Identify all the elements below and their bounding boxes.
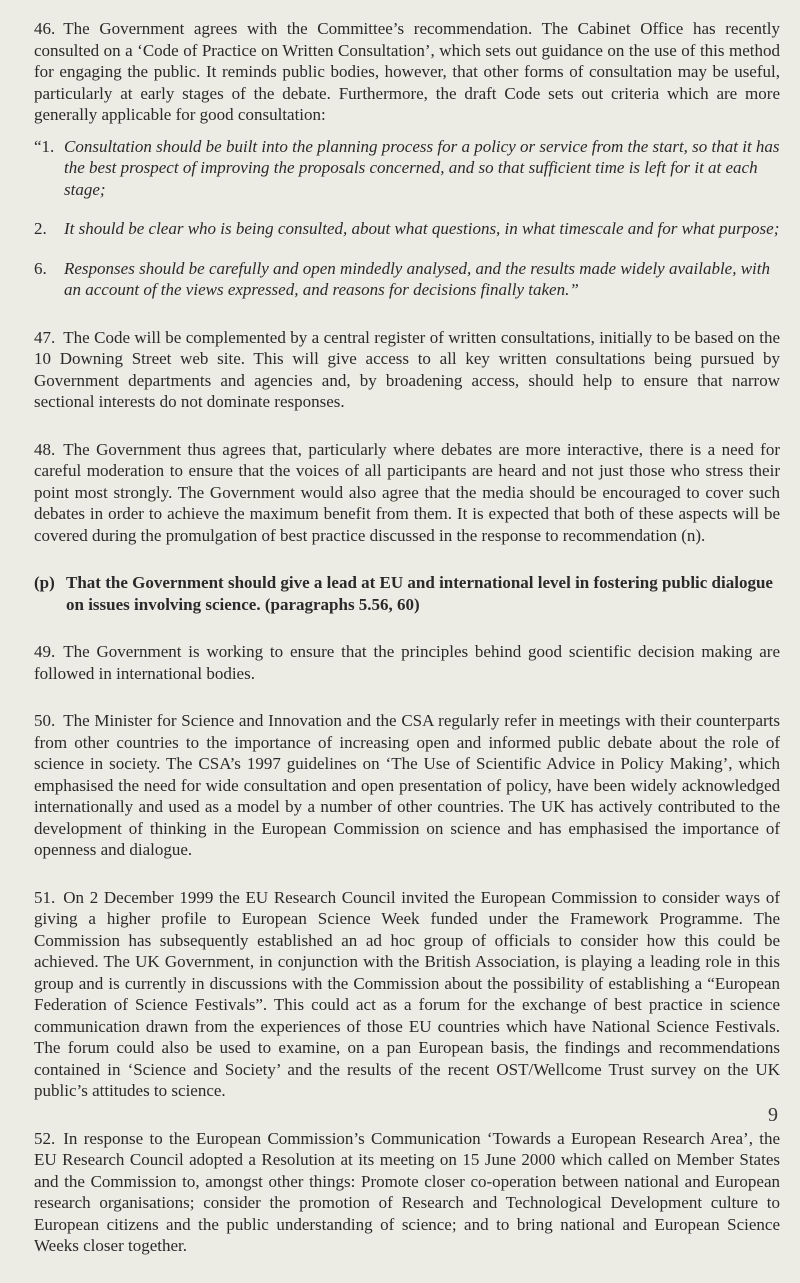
paragraph-text: The Government agrees with the Committee’s recommendation. The Cabinet Office has recently consulted on a ‘Code of Practice on Written Consultation’, which sets out guidance on the use of this method for engaging the public. It reminds public bodies, however, that other forms of consultation may be useful, particularly at early stages of the debate. Furthermore, the draft Code sets out criteria which are more generally applicable for good consultation:	[34, 19, 780, 124]
recommendation-text: That the Government should give a lead at EU and international level in fostering public dialogue on issues involving science. (paragraphs 5.56, 60)	[66, 573, 773, 614]
paragraph-text: In response to the European Commission’s Communication ‘Towards a European Research Area’, the EU Research Council adopted a Resolution at its meeting on 15 June 2000 which called on Member States and the Commission to, amongst other things: Promote closer co-operation between national and European research organisations; consider the promotion of Research and Technological Development culture to European citizens and the public understanding of science; and to bring national and European Science Weeks closer together.	[34, 1128, 780, 1255]
paragraph-text: The Code will be complemented by a central register of written consultations, initially to be based on the 10 Downing Street web site. This will give access to all key written consultations being pursued by Government departments and agencies and, by broadening access, should help to ensure that narrow sectional interests do not dominate responses.	[34, 327, 780, 411]
criteria-item-6	[34, 258, 780, 301]
paragraph-48	[34, 439, 780, 547]
criteria-text: Responses should be carefully and open mindedly analysed, and the results made widely available, with an account of the views expressed, and reasons for decisions finally taken.”	[64, 258, 771, 299]
criteria-text: It should be clear who is being consulted, about what questions, in what timescale and for what purpose;	[64, 219, 780, 238]
paragraph-text: On 2 December 1999 the EU Research Council invited the European Commission to consider ways of giving a higher profile to European Science Week funded under the Framework Programme. The Commission has subsequently established an ad hoc group of officials to consider how this could be achieved. The UK Government, in conjunction with the British Association, is playing a leading role in this group and is currently in discussions with the Commission about the possibility of establishing a “European Federation of Science Festivals”. This could act as a forum for the exchange of best practice in science communication drawn from the experiences of those EU countries which have National Science Festivals. The forum could also be used to examine, on a pan European basis, the findings and recommendations contained in ‘Science and Society’ and the results of the recent OST/Wellcome Trust survey on the UK public’s attitudes to science.	[34, 887, 780, 1100]
paragraph-number: 47.	[34, 327, 56, 347]
paragraph-number: 49.	[34, 642, 56, 661]
paragraph-text: The Government thus agrees that, particularly where debates are more interactive, there is a need for careful moderation to ensure that the voices of all participants are heard and not just those who stress their point most strongly. The Government would also agree that the media should be encouraged to cover such debates in order to achieve the maximum benefit from them. It is expected that both of these aspects will be covered during the promulgation of best practice discussed in the response to recommendation (n).	[34, 439, 780, 545]
criteria-number: “1.	[34, 136, 55, 156]
paragraph-number: 50.	[34, 711, 56, 730]
paragraph-number: 46.	[34, 19, 56, 38]
criteria-number: 2.	[34, 219, 47, 238]
criteria-item-2	[34, 218, 780, 240]
paragraph-46	[34, 18, 780, 126]
paragraph-number: 51.	[34, 887, 56, 907]
criteria-text: Consultation should be built into the planning process for a policy or service from the start, so that it has the best prospect of improving the proposals concerned, and so that sufficient time is left for it at each stage;	[64, 136, 780, 199]
paragraph-49	[34, 641, 780, 684]
paragraph-number: 48.	[34, 439, 56, 459]
paragraph-50	[34, 710, 780, 861]
paragraph-51	[34, 887, 780, 1102]
paragraph-47	[34, 327, 780, 413]
recommendation-heading	[34, 572, 780, 615]
page-number: 9	[768, 1104, 778, 1126]
paragraph-52	[34, 1128, 780, 1257]
criteria-number: 6.	[34, 258, 47, 278]
document-page	[34, 18, 780, 1283]
paragraph-text: The Minister for Science and Innovation and the CSA regularly refer in meetings with their counterparts from other countries to the importance of increasing open and informed public debate about the role of science in society. The CSA’s 1997 guidelines on ‘The Use of Scientific Advice in Policy Making’, which emphasised the need for wide consultation and open presentation of policy, have been widely acknowledged internationally and used as a model by a number of other countries. The UK has actively contributed to the development of thinking in the European Commission on science and has emphasised the importance of openness and dialogue.	[34, 711, 780, 859]
paragraph-text: The Government is working to ensure that the principles behind good scientific decision making are followed in international bodies.	[34, 642, 780, 683]
criteria-item-1	[34, 136, 780, 201]
consultation-criteria-list	[34, 136, 780, 301]
paragraph-number: 52.	[34, 1128, 56, 1148]
recommendation-label: (p)	[34, 573, 55, 592]
